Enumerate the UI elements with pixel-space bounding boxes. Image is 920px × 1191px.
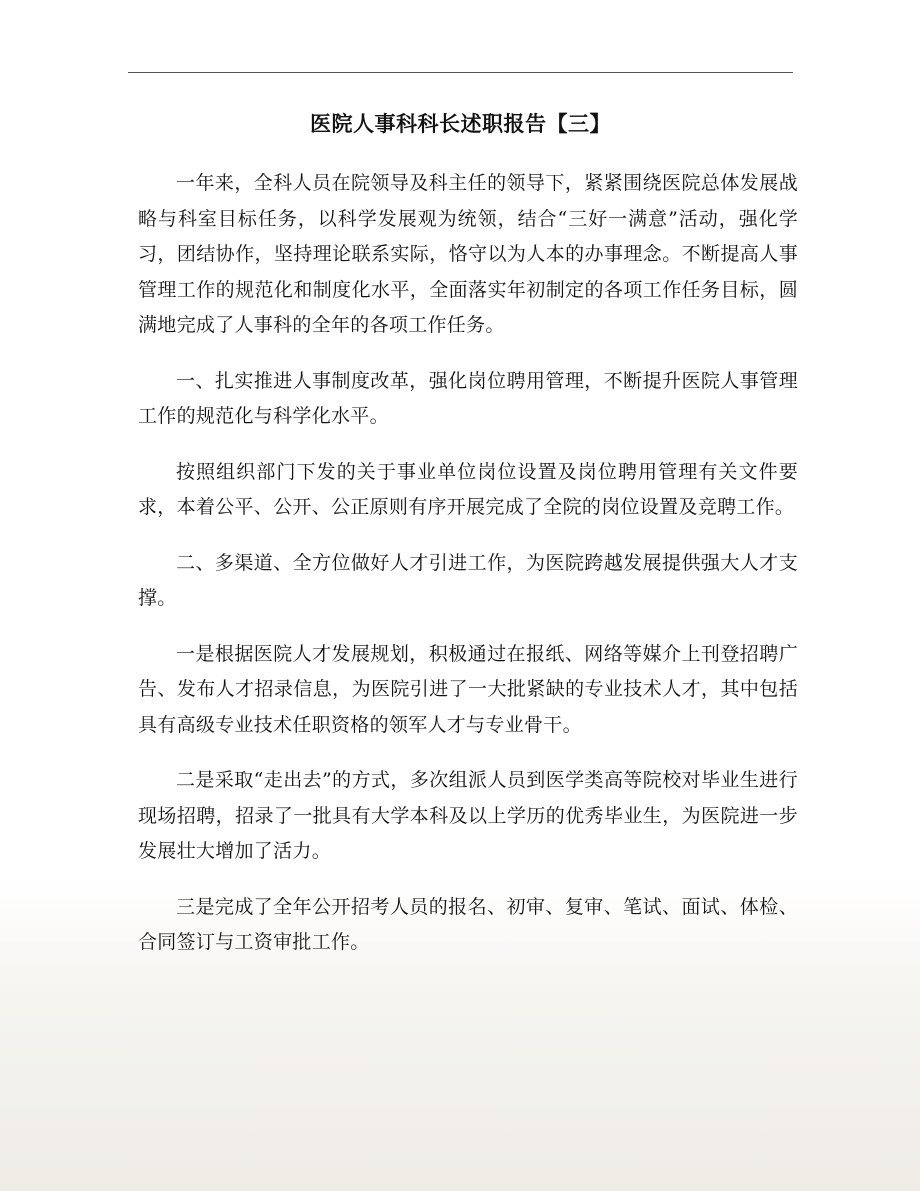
paragraph-section-1-heading: 一、扎实推进人事制度改革，强化岗位聘用管理，不断提升医院人事管理工作的规范化与科学化水平。 [138, 369, 798, 427]
paragraph-section-1-body: 按照组织部门下发的关于事业单位岗位设置及岗位聘用管理有关文件要求，本着公平、公开、公正原则有序开展完成了全院的岗位设置及竞聘工作。 [138, 460, 798, 518]
document-title: 医院人事科科长述职报告【三】 [310, 111, 611, 136]
paragraph-point-1: 一是根据医院人才发展规划，积极通过在报纸、网络等媒介上刊登招聘广告、发布人才招录信息，为医院引进了一大批紧缺的专业技术人才，其中包括具有高级专业技术任职资格的领军人才与专业骨干。 [138, 642, 798, 736]
paragraph-intro: 一年来，全科人员在院领导及科主任的领导下，紧紧围绕医院总体发展战略与科室目标任务，以科学发展观为统领，结合“三好一满意”活动，强化学习，团结协作，坚持理论联系实际，恪守以为人本的办事理念。不断提高人事管理工作的规范化和制度化水平，全面落实年初制定的各项工作任务目标，圆满地完成了人事科的全年的各项工作任务。 [138, 172, 798, 336]
paragraph-section-2-heading: 二、多渠道、全方位做好人才引进工作，为医院跨越发展提供强大人才支撑。 [138, 551, 798, 609]
paragraph-point-2: 二是采取“走出去”的方式，多次组派人员到医学类高等院校对毕业生进行现场招聘，招录了一批具有大学本科及以上学历的优秀毕业生，为医院进一步发展壮大增加了活力。 [138, 769, 798, 862]
document-body [138, 166, 798, 981]
header-rule [128, 72, 793, 73]
paragraph-point-3: 三是完成了全年公开招考人员的报名、初审、复审、笔试、面试、体检、合同签订与工资审批工作。 [138, 895, 798, 953]
